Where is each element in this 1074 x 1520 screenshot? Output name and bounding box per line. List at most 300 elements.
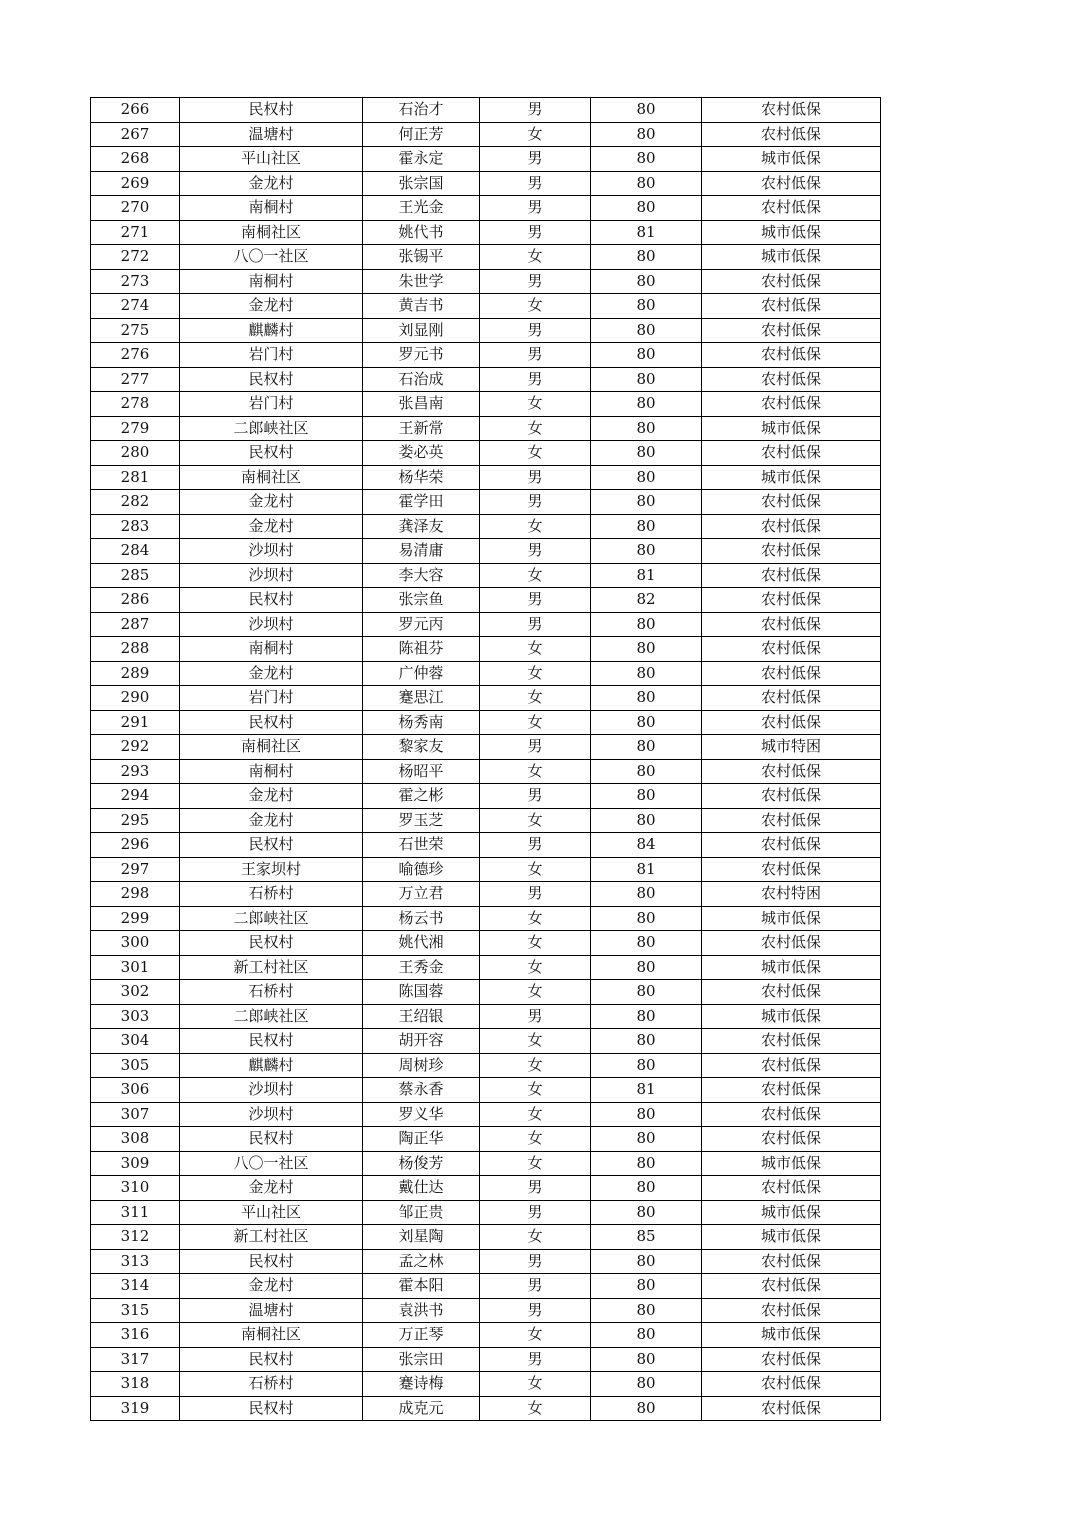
village-cell: 金龙村 (180, 808, 363, 833)
village-cell: 岩门村 (180, 343, 363, 368)
serial-cell: 291 (91, 710, 180, 735)
table-row (91, 1298, 881, 1323)
category-cell: 农村低保 (702, 980, 881, 1005)
table-row (91, 1225, 881, 1250)
table-row (91, 1347, 881, 1372)
serial-cell: 303 (91, 1004, 180, 1029)
village-cell: 民权村 (180, 98, 363, 123)
village-cell: 民权村 (180, 588, 363, 613)
name-cell: 胡开容 (363, 1029, 480, 1054)
serial-cell: 308 (91, 1127, 180, 1152)
table-row (91, 1127, 881, 1152)
village-cell: 金龙村 (180, 294, 363, 319)
category-cell: 农村低保 (702, 514, 881, 539)
table-row (91, 1078, 881, 1103)
category-cell: 农村低保 (702, 1053, 881, 1078)
village-cell: 民权村 (180, 1396, 363, 1421)
name-cell: 戴仕达 (363, 1176, 480, 1201)
name-cell: 龚泽友 (363, 514, 480, 539)
village-cell: 南桐社区 (180, 465, 363, 490)
village-cell: 新工村社区 (180, 1225, 363, 1250)
gender-cell: 男 (480, 196, 591, 221)
table-row (91, 612, 881, 637)
category-cell: 城市低保 (702, 1200, 881, 1225)
category-cell: 城市低保 (702, 465, 881, 490)
serial-cell: 300 (91, 931, 180, 956)
category-cell: 城市低保 (702, 1004, 881, 1029)
category-cell: 农村低保 (702, 318, 881, 343)
category-cell: 城市低保 (702, 245, 881, 270)
village-cell: 南桐社区 (180, 735, 363, 760)
age-cell: 80 (591, 931, 702, 956)
gender-cell: 男 (480, 588, 591, 613)
age-cell: 80 (591, 343, 702, 368)
table-row (91, 269, 881, 294)
serial-cell: 288 (91, 637, 180, 662)
table-row (91, 735, 881, 760)
age-cell: 80 (591, 1249, 702, 1274)
category-cell: 城市低保 (702, 220, 881, 245)
gender-cell: 女 (480, 1053, 591, 1078)
gender-cell: 男 (480, 1249, 591, 1274)
category-cell: 农村低保 (702, 1298, 881, 1323)
gender-cell: 女 (480, 1102, 591, 1127)
table-row (91, 392, 881, 417)
age-cell: 80 (591, 1004, 702, 1029)
age-cell: 80 (591, 196, 702, 221)
name-cell: 周树珍 (363, 1053, 480, 1078)
name-cell: 张锡平 (363, 245, 480, 270)
table-row (91, 318, 881, 343)
village-cell: 平山社区 (180, 147, 363, 172)
name-cell: 罗元丙 (363, 612, 480, 637)
village-cell: 二郎峡社区 (180, 1004, 363, 1029)
gender-cell: 男 (480, 1347, 591, 1372)
name-cell: 石治成 (363, 367, 480, 392)
table-row (91, 1274, 881, 1299)
serial-cell: 270 (91, 196, 180, 221)
name-cell: 姚代湘 (363, 931, 480, 956)
village-cell: 金龙村 (180, 661, 363, 686)
village-cell: 岩门村 (180, 686, 363, 711)
age-cell: 80 (591, 1151, 702, 1176)
age-cell: 80 (591, 122, 702, 147)
category-cell: 城市低保 (702, 1151, 881, 1176)
category-cell: 农村低保 (702, 1127, 881, 1152)
gender-cell: 男 (480, 1176, 591, 1201)
age-cell: 82 (591, 588, 702, 613)
age-cell: 80 (591, 171, 702, 196)
serial-cell: 302 (91, 980, 180, 1005)
name-cell: 陈国蓉 (363, 980, 480, 1005)
name-cell: 李大容 (363, 563, 480, 588)
serial-cell: 266 (91, 98, 180, 123)
age-cell: 80 (591, 98, 702, 123)
table-row (91, 1323, 881, 1348)
name-cell: 喻德珍 (363, 857, 480, 882)
gender-cell: 女 (480, 931, 591, 956)
gender-cell: 男 (480, 882, 591, 907)
gender-cell: 女 (480, 563, 591, 588)
village-cell: 金龙村 (180, 171, 363, 196)
name-cell: 何正芳 (363, 122, 480, 147)
age-cell: 80 (591, 882, 702, 907)
age-cell: 80 (591, 539, 702, 564)
gender-cell: 女 (480, 661, 591, 686)
name-cell: 成克元 (363, 1396, 480, 1421)
serial-cell: 280 (91, 441, 180, 466)
name-cell: 万立君 (363, 882, 480, 907)
table-row (91, 1102, 881, 1127)
table-row (91, 98, 881, 123)
name-cell: 张宗鱼 (363, 588, 480, 613)
table-row (91, 710, 881, 735)
gender-cell: 男 (480, 465, 591, 490)
age-cell: 80 (591, 1029, 702, 1054)
age-cell: 85 (591, 1225, 702, 1250)
gender-cell: 女 (480, 441, 591, 466)
village-cell: 金龙村 (180, 784, 363, 809)
name-cell: 黄吉书 (363, 294, 480, 319)
village-cell: 二郎峡社区 (180, 416, 363, 441)
serial-cell: 272 (91, 245, 180, 270)
category-cell: 农村低保 (702, 759, 881, 784)
name-cell: 蹇诗梅 (363, 1372, 480, 1397)
category-cell: 农村低保 (702, 1176, 881, 1201)
gender-cell: 女 (480, 686, 591, 711)
table-row (91, 294, 881, 319)
serial-cell: 301 (91, 955, 180, 980)
table-row (91, 196, 881, 221)
category-cell: 农村低保 (702, 1347, 881, 1372)
table-row (91, 906, 881, 931)
serial-cell: 275 (91, 318, 180, 343)
village-cell: 沙坝村 (180, 1078, 363, 1103)
name-cell: 杨昭平 (363, 759, 480, 784)
category-cell: 农村低保 (702, 833, 881, 858)
gender-cell: 男 (480, 490, 591, 515)
category-cell: 农村低保 (702, 563, 881, 588)
serial-cell: 296 (91, 833, 180, 858)
gender-cell: 女 (480, 637, 591, 662)
age-cell: 80 (591, 490, 702, 515)
gender-cell: 女 (480, 980, 591, 1005)
serial-cell: 319 (91, 1396, 180, 1421)
category-cell: 农村低保 (702, 196, 881, 221)
village-cell: 民权村 (180, 931, 363, 956)
table-row (91, 220, 881, 245)
gender-cell: 男 (480, 367, 591, 392)
gender-cell: 女 (480, 514, 591, 539)
serial-cell: 298 (91, 882, 180, 907)
name-cell: 朱世学 (363, 269, 480, 294)
age-cell: 80 (591, 1200, 702, 1225)
village-cell: 金龙村 (180, 1274, 363, 1299)
serial-cell: 312 (91, 1225, 180, 1250)
name-cell: 张昌南 (363, 392, 480, 417)
category-cell: 农村低保 (702, 294, 881, 319)
gender-cell: 女 (480, 710, 591, 735)
name-cell: 张宗国 (363, 171, 480, 196)
name-cell: 刘星陶 (363, 1225, 480, 1250)
village-cell: 麒麟村 (180, 1053, 363, 1078)
table-row (91, 416, 881, 441)
gender-cell: 男 (480, 735, 591, 760)
village-cell: 南桐社区 (180, 1323, 363, 1348)
serial-cell: 282 (91, 490, 180, 515)
village-cell: 岩门村 (180, 392, 363, 417)
category-cell: 农村低保 (702, 392, 881, 417)
gender-cell: 男 (480, 147, 591, 172)
table-row (91, 857, 881, 882)
village-cell: 沙坝村 (180, 1102, 363, 1127)
category-cell: 农村低保 (702, 710, 881, 735)
category-cell: 城市低保 (702, 416, 881, 441)
table-row (91, 1029, 881, 1054)
serial-cell: 286 (91, 588, 180, 613)
village-cell: 民权村 (180, 1249, 363, 1274)
name-cell: 陶正华 (363, 1127, 480, 1152)
name-cell: 罗义华 (363, 1102, 480, 1127)
name-cell: 刘显刚 (363, 318, 480, 343)
category-cell: 城市特困 (702, 735, 881, 760)
village-cell: 平山社区 (180, 1200, 363, 1225)
serial-cell: 304 (91, 1029, 180, 1054)
category-cell: 农村低保 (702, 612, 881, 637)
table-row (91, 588, 881, 613)
serial-cell: 281 (91, 465, 180, 490)
gender-cell: 女 (480, 955, 591, 980)
name-cell: 杨云书 (363, 906, 480, 931)
serial-cell: 268 (91, 147, 180, 172)
table-row (91, 1372, 881, 1397)
category-cell: 农村低保 (702, 784, 881, 809)
serial-cell: 314 (91, 1274, 180, 1299)
serial-cell: 273 (91, 269, 180, 294)
table-row (91, 441, 881, 466)
age-cell: 80 (591, 294, 702, 319)
name-cell: 罗玉芝 (363, 808, 480, 833)
gender-cell: 男 (480, 1298, 591, 1323)
category-cell: 农村低保 (702, 539, 881, 564)
table-row (91, 490, 881, 515)
gender-cell: 男 (480, 98, 591, 123)
serial-cell: 271 (91, 220, 180, 245)
category-cell: 农村特困 (702, 882, 881, 907)
village-cell: 新工村社区 (180, 955, 363, 980)
age-cell: 80 (591, 514, 702, 539)
serial-cell: 269 (91, 171, 180, 196)
serial-cell: 315 (91, 1298, 180, 1323)
category-cell: 农村低保 (702, 367, 881, 392)
table-row (91, 808, 881, 833)
serial-cell: 299 (91, 906, 180, 931)
table-row (91, 1200, 881, 1225)
table-row (91, 784, 881, 809)
name-cell: 霍本阳 (363, 1274, 480, 1299)
name-cell: 霍永定 (363, 147, 480, 172)
serial-cell: 279 (91, 416, 180, 441)
age-cell: 80 (591, 686, 702, 711)
village-cell: 民权村 (180, 1347, 363, 1372)
name-cell: 王秀金 (363, 955, 480, 980)
serial-cell: 292 (91, 735, 180, 760)
age-cell: 80 (591, 1347, 702, 1372)
village-cell: 石桥村 (180, 882, 363, 907)
table-row (91, 465, 881, 490)
name-cell: 袁洪书 (363, 1298, 480, 1323)
age-cell: 80 (591, 416, 702, 441)
age-cell: 80 (591, 1372, 702, 1397)
name-cell: 孟之林 (363, 1249, 480, 1274)
name-cell: 邹正贵 (363, 1200, 480, 1225)
village-cell: 民权村 (180, 1029, 363, 1054)
village-cell: 石桥村 (180, 980, 363, 1005)
gender-cell: 女 (480, 245, 591, 270)
village-cell: 金龙村 (180, 1176, 363, 1201)
serial-cell: 318 (91, 1372, 180, 1397)
category-cell: 农村低保 (702, 1396, 881, 1421)
category-cell: 城市低保 (702, 1225, 881, 1250)
category-cell: 城市低保 (702, 906, 881, 931)
age-cell: 80 (591, 367, 702, 392)
age-cell: 80 (591, 612, 702, 637)
serial-cell: 293 (91, 759, 180, 784)
village-cell: 南桐村 (180, 269, 363, 294)
gender-cell: 男 (480, 318, 591, 343)
village-cell: 南桐村 (180, 637, 363, 662)
serial-cell: 283 (91, 514, 180, 539)
category-cell: 农村低保 (702, 343, 881, 368)
category-cell: 农村低保 (702, 686, 881, 711)
name-cell: 万正琴 (363, 1323, 480, 1348)
age-cell: 80 (591, 710, 702, 735)
data-table (90, 97, 881, 1421)
gender-cell: 男 (480, 1004, 591, 1029)
serial-cell: 295 (91, 808, 180, 833)
village-cell: 麒麟村 (180, 318, 363, 343)
table-row (91, 980, 881, 1005)
age-cell: 80 (591, 759, 702, 784)
village-cell: 温塘村 (180, 122, 363, 147)
table-row (91, 539, 881, 564)
village-cell: 沙坝村 (180, 539, 363, 564)
table-row (91, 637, 881, 662)
category-cell: 农村低保 (702, 857, 881, 882)
gender-cell: 女 (480, 1323, 591, 1348)
serial-cell: 284 (91, 539, 180, 564)
village-cell: 八〇一社区 (180, 245, 363, 270)
village-cell: 民权村 (180, 710, 363, 735)
gender-cell: 女 (480, 808, 591, 833)
name-cell: 黎家友 (363, 735, 480, 760)
age-cell: 80 (591, 1176, 702, 1201)
village-cell: 南桐村 (180, 196, 363, 221)
village-cell: 二郎峡社区 (180, 906, 363, 931)
table-row (91, 367, 881, 392)
age-cell: 84 (591, 833, 702, 858)
serial-cell: 287 (91, 612, 180, 637)
age-cell: 80 (591, 906, 702, 931)
table-row (91, 759, 881, 784)
name-cell: 王绍银 (363, 1004, 480, 1029)
category-cell: 农村低保 (702, 171, 881, 196)
gender-cell: 男 (480, 220, 591, 245)
table-row (91, 686, 881, 711)
gender-cell: 男 (480, 1200, 591, 1225)
category-cell: 农村低保 (702, 637, 881, 662)
gender-cell: 女 (480, 1078, 591, 1103)
age-cell: 80 (591, 147, 702, 172)
table-row (91, 1004, 881, 1029)
name-cell: 杨秀南 (363, 710, 480, 735)
age-cell: 80 (591, 637, 702, 662)
age-cell: 81 (591, 220, 702, 245)
age-cell: 80 (591, 1323, 702, 1348)
gender-cell: 女 (480, 1372, 591, 1397)
gender-cell: 女 (480, 1396, 591, 1421)
gender-cell: 男 (480, 171, 591, 196)
serial-cell: 307 (91, 1102, 180, 1127)
age-cell: 80 (591, 784, 702, 809)
age-cell: 80 (591, 980, 702, 1005)
table-row (91, 147, 881, 172)
table-row (91, 833, 881, 858)
gender-cell: 男 (480, 833, 591, 858)
serial-cell: 309 (91, 1151, 180, 1176)
village-cell: 八〇一社区 (180, 1151, 363, 1176)
village-cell: 南桐社区 (180, 220, 363, 245)
village-cell: 金龙村 (180, 514, 363, 539)
age-cell: 80 (591, 808, 702, 833)
table-row (91, 1053, 881, 1078)
age-cell: 80 (591, 1274, 702, 1299)
age-cell: 80 (591, 1298, 702, 1323)
category-cell: 农村低保 (702, 1249, 881, 1274)
age-cell: 80 (591, 661, 702, 686)
age-cell: 80 (591, 1127, 702, 1152)
serial-cell: 306 (91, 1078, 180, 1103)
serial-cell: 316 (91, 1323, 180, 1348)
serial-cell: 313 (91, 1249, 180, 1274)
age-cell: 80 (591, 318, 702, 343)
gender-cell: 男 (480, 343, 591, 368)
table-row (91, 1396, 881, 1421)
serial-cell: 305 (91, 1053, 180, 1078)
name-cell: 王光金 (363, 196, 480, 221)
age-cell: 81 (591, 563, 702, 588)
category-cell: 农村低保 (702, 588, 881, 613)
category-cell: 城市低保 (702, 147, 881, 172)
age-cell: 80 (591, 441, 702, 466)
age-cell: 80 (591, 465, 702, 490)
village-cell: 温塘村 (180, 1298, 363, 1323)
village-cell: 沙坝村 (180, 612, 363, 637)
age-cell: 80 (591, 269, 702, 294)
category-cell: 城市低保 (702, 955, 881, 980)
age-cell: 80 (591, 245, 702, 270)
category-cell: 农村低保 (702, 490, 881, 515)
name-cell: 霍学田 (363, 490, 480, 515)
gender-cell: 男 (480, 784, 591, 809)
serial-cell: 311 (91, 1200, 180, 1225)
table-row (91, 171, 881, 196)
gender-cell: 男 (480, 539, 591, 564)
gender-cell: 女 (480, 1127, 591, 1152)
gender-cell: 男 (480, 612, 591, 637)
name-cell: 娄必英 (363, 441, 480, 466)
age-cell: 80 (591, 392, 702, 417)
